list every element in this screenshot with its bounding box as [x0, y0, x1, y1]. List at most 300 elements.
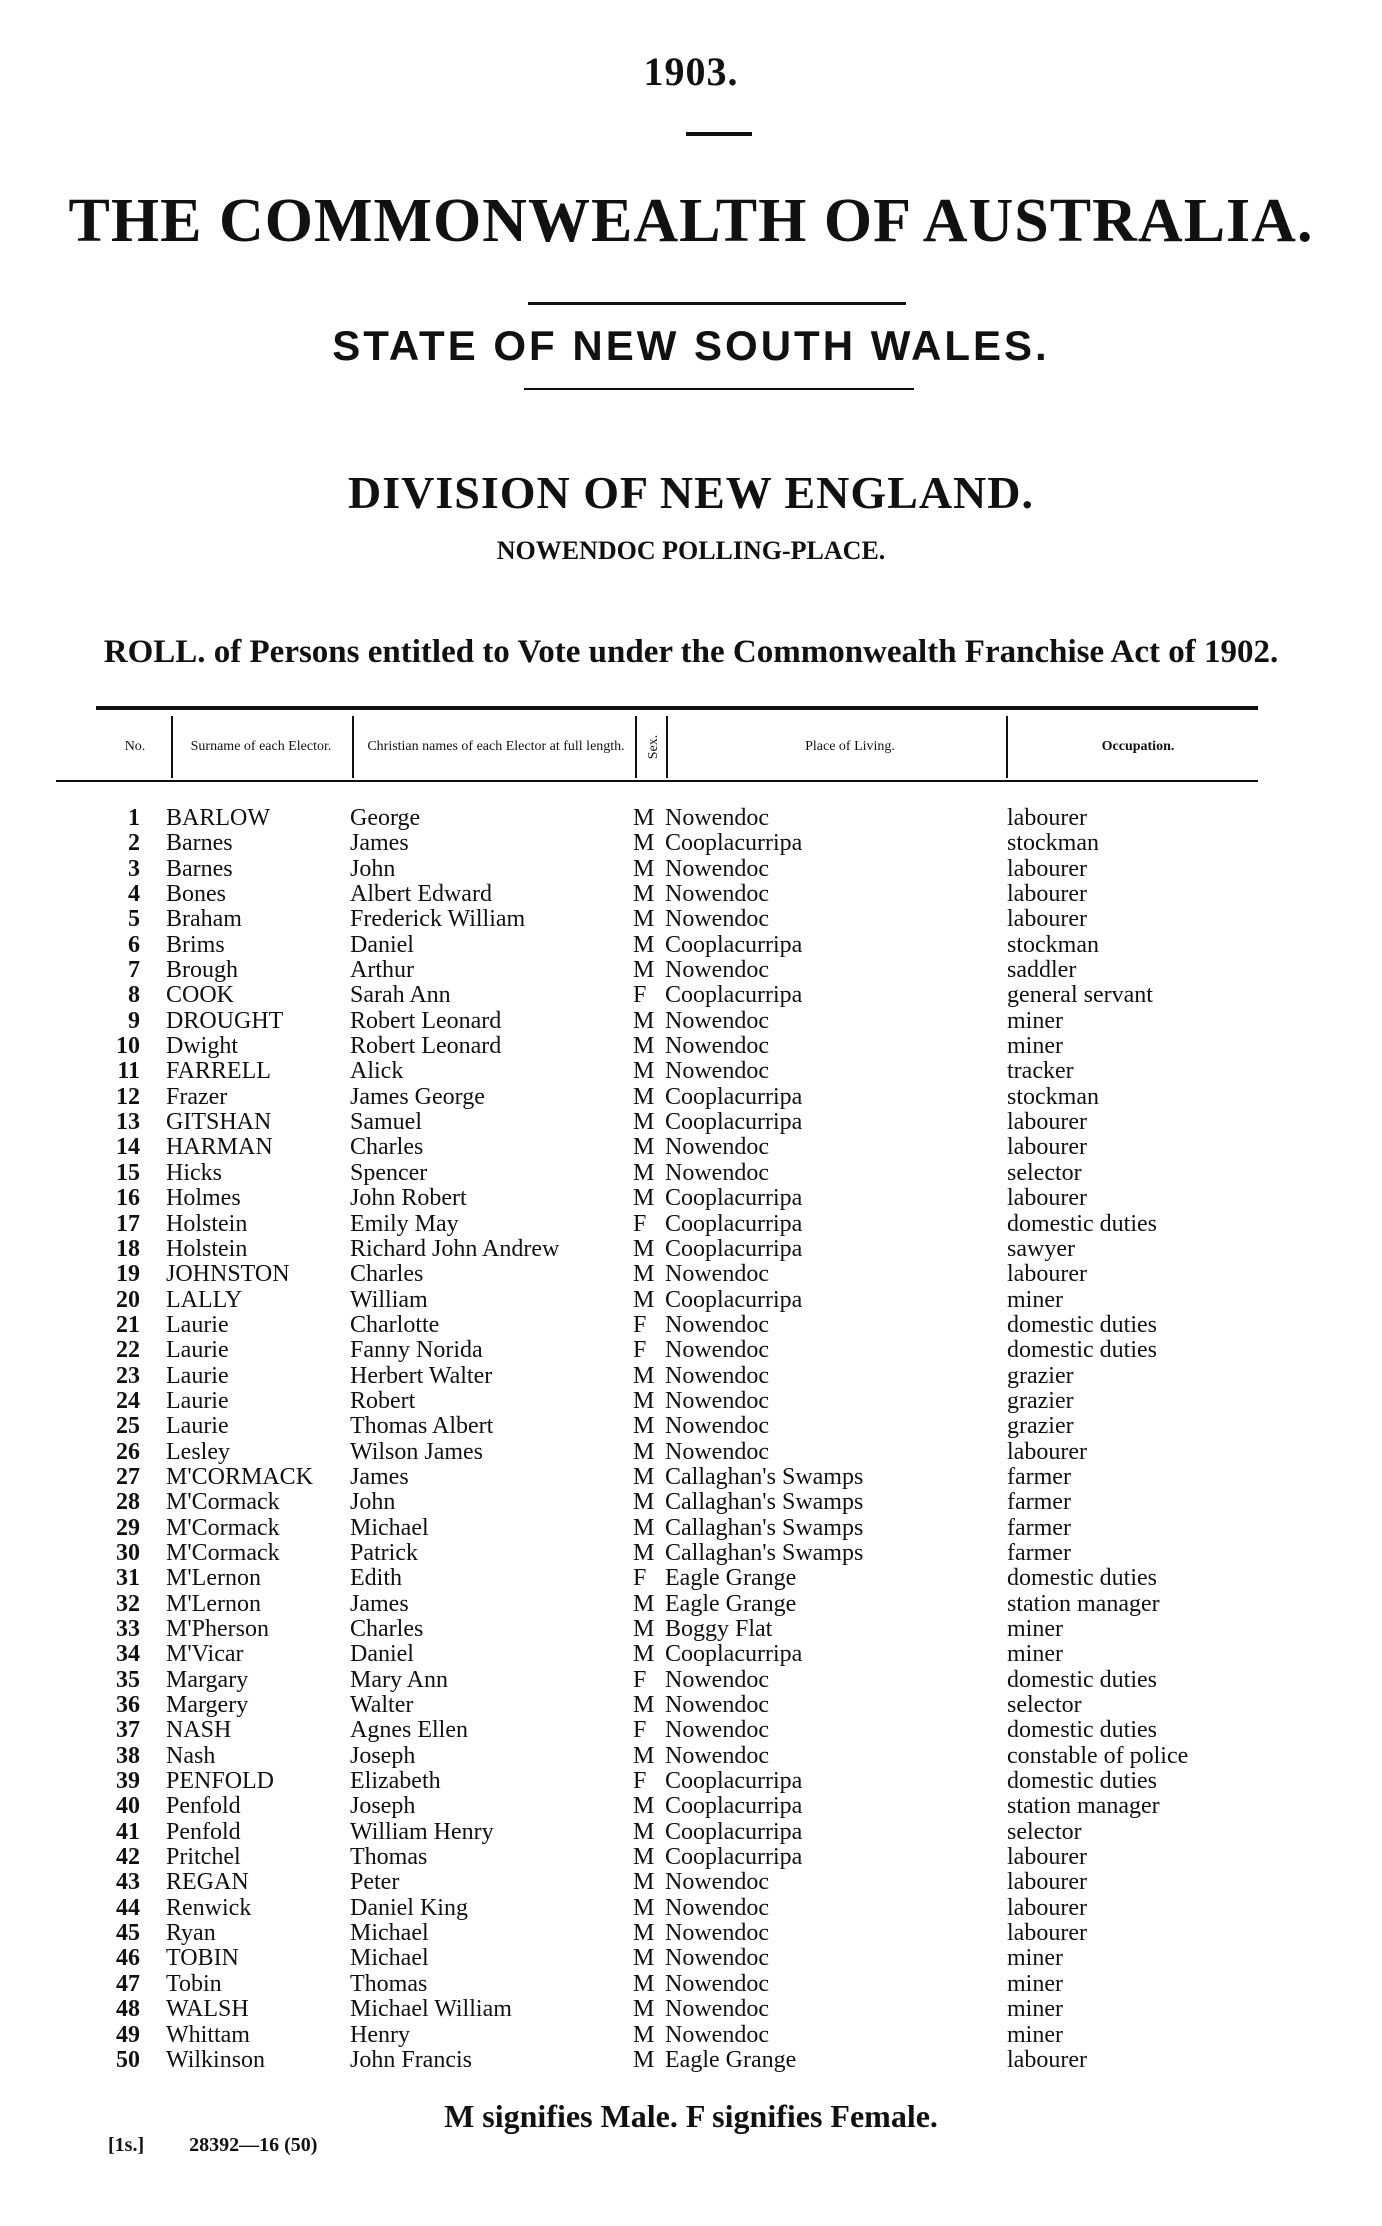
elector-surname: Hicks	[166, 1159, 222, 1186]
elector-occupation: stockman	[1007, 830, 1099, 857]
elector-no: 26	[116, 1438, 140, 1465]
table-row	[0, 1845, 1382, 1870]
elector-no: 44	[116, 1894, 140, 1921]
table-row	[0, 1313, 1382, 1338]
elector-sex: M	[633, 881, 655, 908]
elector-no: 21	[116, 1311, 140, 1338]
elector-sex: M	[633, 2046, 655, 2073]
elector-place: Nowendoc	[665, 1438, 769, 1465]
elector-sex: M	[633, 1387, 655, 1414]
table-row	[0, 1288, 1382, 1313]
elector-no: 15	[116, 1159, 140, 1186]
elector-sex: M	[633, 830, 655, 857]
elector-no: 24	[116, 1387, 140, 1414]
header-place: Place of Living.	[805, 738, 895, 754]
elector-place: Nowendoc	[665, 906, 769, 933]
year-heading: 1903.	[643, 49, 739, 94]
elector-christian-names: Emily May	[350, 1210, 459, 1237]
elector-occupation: labourer	[1007, 1185, 1087, 1212]
elector-surname: JOHNSTON	[166, 1261, 290, 1288]
elector-sex: F	[633, 1337, 647, 1364]
elector-no: 7	[128, 957, 140, 984]
elector-sex: F	[633, 1717, 647, 1744]
elector-sex: M	[633, 2021, 655, 2048]
elector-christian-names: Daniel	[350, 1641, 414, 1668]
elector-sex: M	[633, 1945, 655, 1972]
elector-place: Nowendoc	[665, 1742, 769, 1769]
elector-place: Cooplacurripa	[665, 1185, 803, 1212]
elector-sex: M	[633, 1109, 655, 1136]
elector-sex: M	[633, 1920, 655, 1947]
elector-sex: M	[633, 1413, 655, 1440]
elector-no: 36	[116, 1692, 140, 1719]
elector-occupation: labourer	[1007, 805, 1087, 831]
elector-surname: PENFOLD	[166, 1768, 275, 1795]
elector-occupation: station manager	[1007, 1590, 1160, 1617]
table-row	[0, 1440, 1382, 1465]
elector-surname: Holstein	[166, 1235, 248, 1262]
table-row	[0, 1668, 1382, 1693]
elector-christian-names: Charlotte	[350, 1311, 440, 1338]
elector-occupation: stockman	[1007, 931, 1099, 958]
elector-place: Nowendoc	[665, 1058, 769, 1085]
elector-no: 30	[116, 1539, 140, 1566]
table-row	[0, 1870, 1382, 1895]
elector-no: 14	[116, 1134, 140, 1161]
table-row	[0, 1135, 1382, 1160]
table-row	[0, 1161, 1382, 1186]
elector-sex: M	[633, 1463, 655, 1490]
elector-occupation: labourer	[1007, 855, 1087, 882]
elector-no: 38	[116, 1742, 140, 1769]
elector-christian-names: Arthur	[350, 957, 414, 984]
elector-christian-names: Charles	[350, 1134, 424, 1161]
elector-occupation: farmer	[1007, 1489, 1071, 1516]
table-row	[0, 933, 1382, 958]
elector-christian-names: Wilson James	[350, 1438, 484, 1465]
elector-occupation: labourer	[1007, 1920, 1087, 1947]
elector-occupation: stockman	[1007, 1083, 1099, 1110]
elector-surname: Laurie	[166, 1413, 229, 1440]
elector-no: 31	[116, 1565, 140, 1592]
elector-surname: Dwight	[166, 1033, 238, 1060]
elector-christian-names: Daniel	[350, 931, 414, 958]
elector-place: Nowendoc	[665, 2021, 769, 2048]
elector-surname: Brims	[166, 931, 225, 958]
elector-sex: M	[633, 805, 655, 831]
table-row	[0, 983, 1382, 1008]
elector-no: 43	[116, 1869, 140, 1896]
elector-christian-names: John Francis	[350, 2046, 472, 2073]
elector-christian-names: Fanny Norida	[350, 1337, 483, 1364]
elector-no: 32	[116, 1590, 140, 1617]
elector-place: Cooplacurripa	[665, 1641, 803, 1668]
elector-occupation: miner	[1007, 1286, 1063, 1313]
elector-sex: F	[633, 982, 647, 1009]
elector-occupation: domestic duties	[1007, 1768, 1157, 1795]
table-row	[0, 1769, 1382, 1794]
elector-sex: M	[633, 1438, 655, 1465]
table-row	[0, 1085, 1382, 1110]
table-row	[0, 1794, 1382, 1819]
elector-surname: M'Pherson	[166, 1616, 269, 1642]
elector-no: 39	[116, 1768, 140, 1795]
table-row	[0, 907, 1382, 932]
elector-sex: M	[633, 1742, 655, 1769]
elector-surname: Holmes	[166, 1185, 241, 1212]
elector-occupation: tracker	[1007, 1058, 1074, 1085]
elector-place: Nowendoc	[665, 1007, 769, 1034]
page-title: THE COMMONWEALTH OF AUSTRALIA.	[68, 187, 1314, 255]
elector-no: 2	[128, 830, 140, 857]
table-row	[0, 1414, 1382, 1439]
elector-christian-names: Henry	[350, 2021, 410, 2048]
elector-sex: M	[633, 1793, 655, 1820]
table-row	[0, 1541, 1382, 1566]
table-row	[0, 1262, 1382, 1287]
elector-no: 50	[116, 2046, 140, 2073]
elector-place: Boggy Flat	[665, 1616, 773, 1642]
elector-christian-names: George	[350, 805, 421, 831]
elector-sex: F	[633, 1210, 647, 1237]
elector-no: 4	[128, 881, 140, 908]
elector-no: 48	[116, 1996, 140, 2023]
elector-surname: BARLOW	[166, 805, 270, 831]
elector-occupation: miner	[1007, 1616, 1063, 1642]
elector-sex: M	[633, 1489, 655, 1516]
elector-no: 35	[116, 1666, 140, 1693]
header-sep	[1006, 716, 1008, 778]
table-row	[0, 1364, 1382, 1389]
elector-occupation: selector	[1007, 1818, 1082, 1845]
table-header-bottom-rule	[56, 780, 1258, 782]
elector-surname: Barnes	[166, 830, 233, 857]
elector-christian-names: James George	[350, 1083, 485, 1110]
elector-occupation: selector	[1007, 1692, 1082, 1719]
elector-christian-names: Thomas	[350, 1970, 428, 1997]
table-row	[0, 1820, 1382, 1845]
elector-sex: M	[633, 1818, 655, 1845]
elector-christian-names: Herbert Walter	[350, 1362, 493, 1389]
table-row	[0, 1642, 1382, 1667]
elector-occupation: selector	[1007, 1159, 1082, 1186]
table-row	[0, 1110, 1382, 1135]
elector-no: 9	[128, 1007, 140, 1034]
elector-place: Nowendoc	[665, 1413, 769, 1440]
elector-occupation: miner	[1007, 1945, 1063, 1972]
elector-christian-names: Michael	[350, 1920, 429, 1947]
elector-surname: Laurie	[166, 1387, 229, 1414]
elector-no: 49	[116, 2021, 140, 2048]
table-row	[0, 1212, 1382, 1237]
elector-no: 5	[128, 906, 140, 933]
elector-sex: M	[633, 1058, 655, 1085]
elector-christian-names: Robert	[350, 1387, 416, 1414]
elector-surname: Tobin	[166, 1970, 222, 1997]
elector-surname: Barnes	[166, 855, 233, 882]
elector-place: Nowendoc	[665, 1920, 769, 1947]
elector-occupation: labourer	[1007, 1261, 1087, 1288]
elector-christian-names: Thomas	[350, 1844, 428, 1871]
table-row	[0, 1946, 1382, 1971]
elector-occupation: labourer	[1007, 1844, 1087, 1871]
elector-occupation: labourer	[1007, 881, 1087, 908]
elector-place: Callaghan's Swamps	[665, 1463, 864, 1490]
elector-place: Cooplacurripa	[665, 931, 803, 958]
elector-christian-names: William	[350, 1286, 428, 1313]
elector-christian-names: Frederick William	[350, 906, 526, 933]
elector-place: Nowendoc	[665, 1134, 769, 1161]
elector-occupation: farmer	[1007, 1539, 1071, 1566]
elector-place: Nowendoc	[665, 1869, 769, 1896]
table-row	[0, 1059, 1382, 1084]
elector-sex: M	[633, 1539, 655, 1566]
elector-no: 27	[116, 1463, 140, 1490]
elector-christian-names: Elizabeth	[350, 1768, 441, 1795]
elector-no: 29	[116, 1514, 140, 1541]
table-row	[0, 1744, 1382, 1769]
elector-sex: M	[633, 1894, 655, 1921]
elector-sex: M	[633, 906, 655, 933]
elector-surname: NASH	[166, 1717, 232, 1744]
elector-occupation: labourer	[1007, 1894, 1087, 1921]
title-rule	[528, 302, 906, 305]
elector-christian-names: Michael	[350, 1514, 429, 1541]
polling-place-heading: NOWENDOC POLLING-PLACE.	[496, 536, 886, 565]
table-row	[0, 1972, 1382, 1997]
elector-christian-names: Walter	[350, 1692, 414, 1719]
elector-sex: M	[633, 1996, 655, 2023]
elector-christian-names: Joseph	[350, 1793, 416, 1820]
elector-place: Cooplacurripa	[665, 1210, 803, 1237]
elector-christian-names: Thomas Albert	[350, 1413, 494, 1440]
elector-occupation: labourer	[1007, 1438, 1087, 1465]
elector-surname: COOK	[166, 982, 235, 1009]
elector-christian-names: Spencer	[350, 1159, 428, 1186]
table-row	[0, 1465, 1382, 1490]
elector-place: Cooplacurripa	[665, 982, 803, 1009]
table-row	[0, 882, 1382, 907]
elector-place: Nowendoc	[665, 805, 769, 831]
elector-place: Nowendoc	[665, 1666, 769, 1693]
elector-surname: LALLY	[166, 1286, 243, 1313]
elector-surname: Brough	[166, 957, 238, 984]
elector-no: 6	[128, 931, 140, 958]
elector-sex: M	[633, 1616, 655, 1642]
elector-no: 18	[116, 1235, 140, 1262]
elector-sex: M	[633, 1185, 655, 1212]
elector-no: 22	[116, 1337, 140, 1364]
elector-surname: TOBIN	[166, 1945, 239, 1972]
elector-surname: Lesley	[166, 1438, 230, 1465]
footer	[108, 2134, 357, 2157]
elector-christian-names: James	[350, 1590, 409, 1617]
elector-no: 1	[128, 805, 140, 831]
elector-no: 46	[116, 1945, 140, 1972]
elector-sex: M	[633, 1134, 655, 1161]
elector-occupation: domestic duties	[1007, 1210, 1157, 1237]
elector-surname: DROUGHT	[166, 1007, 284, 1034]
division-heading: DIVISION OF NEW ENGLAND.	[348, 467, 1034, 518]
elector-sex: M	[633, 1235, 655, 1262]
elector-place: Nowendoc	[665, 1311, 769, 1338]
elector-place: Nowendoc	[665, 1362, 769, 1389]
elector-occupation: station manager	[1007, 1793, 1160, 1820]
elector-surname: Braham	[166, 906, 242, 933]
elector-no: 3	[128, 855, 140, 882]
elector-occupation: grazier	[1007, 1413, 1074, 1440]
table-row	[0, 1186, 1382, 1211]
sex-legend: M signifies Male. F signifies Female.	[444, 2098, 938, 2134]
elector-surname: Laurie	[166, 1362, 229, 1389]
elector-place: Nowendoc	[665, 1033, 769, 1060]
elector-occupation: farmer	[1007, 1514, 1071, 1541]
header-surname: Surname of each Elector.	[190, 738, 332, 754]
elector-no: 13	[116, 1109, 140, 1136]
elector-christian-names: James	[350, 830, 409, 857]
elector-no: 17	[116, 1210, 140, 1237]
elector-surname: Laurie	[166, 1337, 229, 1364]
table-row	[0, 1516, 1382, 1541]
elector-occupation: domestic duties	[1007, 1565, 1157, 1592]
elector-sex: M	[633, 957, 655, 984]
elector-sex: M	[633, 931, 655, 958]
elector-christian-names: Robert Leonard	[350, 1033, 502, 1060]
elector-surname: FARRELL	[166, 1058, 271, 1085]
elector-surname: Margary	[166, 1666, 249, 1693]
table-row	[0, 958, 1382, 983]
elector-surname: M'Lernon	[166, 1565, 261, 1592]
header-sep	[666, 716, 668, 778]
elector-christian-names: James	[350, 1463, 409, 1490]
elector-christian-names: Michael	[350, 1945, 429, 1972]
elector-sex: M	[633, 1083, 655, 1110]
elector-christian-names: John Robert	[350, 1185, 467, 1212]
elector-occupation: saddler	[1007, 957, 1077, 984]
table-row	[0, 1693, 1382, 1718]
table-row	[0, 1338, 1382, 1363]
elector-no: 25	[116, 1413, 140, 1440]
elector-occupation: labourer	[1007, 1109, 1087, 1136]
elector-place: Nowendoc	[665, 1337, 769, 1364]
elector-occupation: grazier	[1007, 1362, 1074, 1389]
elector-sex: M	[633, 1970, 655, 1997]
elector-christian-names: John	[350, 1489, 396, 1516]
elector-place: Cooplacurripa	[665, 1844, 803, 1871]
elector-place: Nowendoc	[665, 881, 769, 908]
elector-christian-names: Alick	[350, 1058, 404, 1085]
elector-occupation: miner	[1007, 1641, 1063, 1668]
elector-occupation: miner	[1007, 1970, 1063, 1997]
header-sep	[171, 716, 173, 778]
elector-surname: Laurie	[166, 1311, 229, 1338]
elector-surname: M'Cormack	[166, 1539, 280, 1566]
elector-no: 41	[116, 1818, 140, 1845]
elector-christian-names: Samuel	[350, 1109, 422, 1136]
header-occupation: Occupation.	[1101, 738, 1175, 754]
elector-occupation: labourer	[1007, 1134, 1087, 1161]
elector-occupation: labourer	[1007, 2046, 1087, 2073]
table-row	[0, 1490, 1382, 1515]
table-row	[0, 1389, 1382, 1414]
elector-occupation: general servant	[1007, 982, 1153, 1009]
elector-place: Nowendoc	[665, 1692, 769, 1719]
elector-occupation: domestic duties	[1007, 1717, 1157, 1744]
elector-christian-names: Peter	[350, 1869, 400, 1896]
year-rule	[686, 132, 752, 136]
elector-sex: M	[633, 1033, 655, 1060]
elector-surname: Ryan	[166, 1920, 216, 1947]
elector-sex: M	[633, 1514, 655, 1541]
elector-surname: WALSH	[166, 1996, 249, 2023]
elector-place: Cooplacurripa	[665, 1818, 803, 1845]
state-heading: STATE OF NEW SOUTH WALES.	[332, 322, 1050, 369]
elector-surname: Wilkinson	[166, 2046, 266, 2073]
table-row	[0, 1237, 1382, 1262]
table-row	[0, 831, 1382, 856]
elector-sex: M	[633, 1869, 655, 1896]
elector-place: Nowendoc	[665, 1159, 769, 1186]
elector-christian-names: Michael William	[350, 1996, 512, 2023]
elector-no: 40	[116, 1793, 140, 1820]
elector-place: Nowendoc	[665, 1970, 769, 1997]
elector-sex: M	[633, 1286, 655, 1313]
header-christian: Christian names of each Elector at full length.	[367, 738, 625, 754]
table-row	[0, 1009, 1382, 1034]
elector-occupation: miner	[1007, 1033, 1063, 1060]
elector-place: Nowendoc	[665, 1894, 769, 1921]
table-row	[0, 1617, 1382, 1642]
elector-place: Nowendoc	[665, 1717, 769, 1744]
elector-no: 33	[116, 1616, 140, 1642]
elector-no: 8	[128, 982, 140, 1009]
elector-place: Callaghan's Swamps	[665, 1539, 864, 1566]
elector-place: Cooplacurripa	[665, 1235, 803, 1262]
roll-heading: ROLL. of Persons entitled to Vote under the Commonwealth Franchise Act of 1902.	[103, 634, 1279, 670]
elector-no: 42	[116, 1844, 140, 1871]
elector-occupation: miner	[1007, 1996, 1063, 2023]
table-row	[0, 2023, 1382, 2048]
state-rule	[524, 388, 914, 390]
footer-code: [1s.]	[108, 2134, 145, 2156]
elector-place: Cooplacurripa	[665, 830, 803, 857]
elector-no: 19	[116, 1261, 140, 1288]
table-row	[0, 1896, 1382, 1921]
elector-surname: Frazer	[166, 1083, 228, 1110]
elector-no: 47	[116, 1970, 140, 1997]
elector-occupation: farmer	[1007, 1463, 1071, 1490]
table-row	[0, 1566, 1382, 1591]
elector-christian-names: Daniel King	[350, 1894, 468, 1921]
elector-surname: REGAN	[166, 1869, 249, 1896]
elector-place: Nowendoc	[665, 855, 769, 882]
elector-occupation: miner	[1007, 2021, 1063, 2048]
table-row	[0, 2048, 1382, 2073]
elector-list	[0, 806, 1382, 2073]
elector-christian-names: Charles	[350, 1261, 424, 1288]
header-sex: Sex.	[645, 734, 661, 760]
header-sep	[352, 716, 354, 778]
elector-sex: M	[633, 1844, 655, 1871]
table-row	[0, 1718, 1382, 1743]
elector-occupation: labourer	[1007, 906, 1087, 933]
elector-christian-names: Charles	[350, 1616, 424, 1642]
elector-place: Cooplacurripa	[665, 1793, 803, 1820]
elector-sex: M	[633, 1692, 655, 1719]
elector-place: Nowendoc	[665, 1387, 769, 1414]
elector-surname: Margery	[166, 1692, 249, 1719]
elector-place: Cooplacurripa	[665, 1083, 803, 1110]
